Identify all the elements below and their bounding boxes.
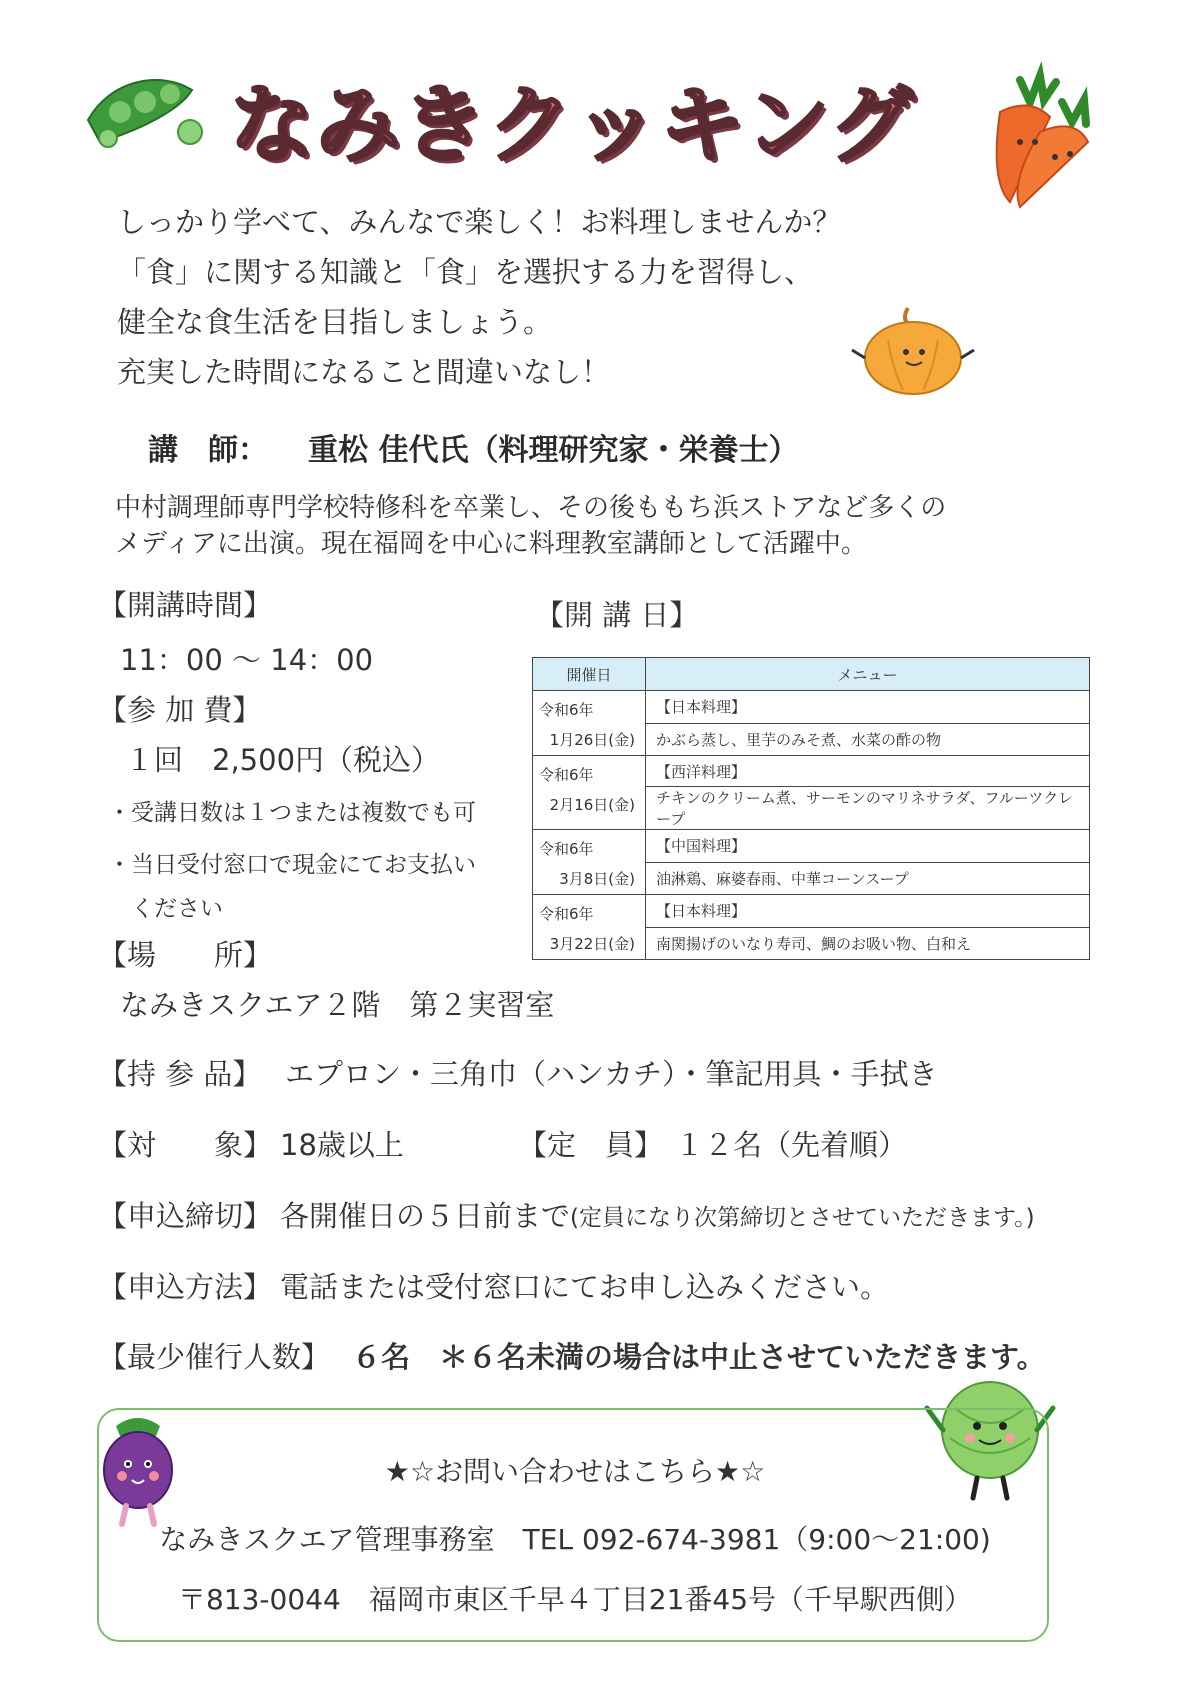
schedule-date: 2月16日(金) (549, 796, 635, 814)
capacity-value: １２名（先着順） (675, 1128, 908, 1162)
lecturer-name: 重松 佳代氏（料理研究家・栄養士） (308, 433, 799, 468)
edamame-icon (80, 50, 210, 150)
schedule-category: 【西洋料理】 (646, 756, 1090, 787)
schedule-date-cell (533, 895, 646, 960)
schedule-menu: チキンのクリーム煮、サーモンのマリネサラダ、フルーツクレープ (646, 787, 1090, 830)
contact-box (97, 1408, 1049, 1642)
table-row (533, 830, 1090, 863)
bring-value: エプロン・三角巾（ハンカチ）・筆記用具・手拭き (285, 1057, 938, 1091)
schedule-table (532, 657, 1090, 960)
fee-label: 【参 加 費】 (98, 693, 262, 727)
contact-office: なみきスクエア管理事務室 TEL 092-674-3981（9:00～21:00) (159, 1523, 991, 1556)
intro-line-1: しっかり学べて、みんなで楽しく！お料理しませんか？ (117, 205, 842, 239)
time-label: 【開講時間】 (98, 588, 273, 622)
table-row (533, 691, 1090, 724)
schedule-year: 令和6年 (539, 701, 594, 719)
onion-icon (848, 300, 978, 400)
contact-heading: ★☆お問い合わせはこちら★☆ (384, 1455, 766, 1488)
schedule-date-cell (533, 830, 646, 895)
fee-value: １回 2,500円（税込） (125, 743, 441, 777)
lecturer-label: 講 師： (148, 433, 268, 468)
intro-line-3: 健全な食生活を目指しましょう。 (117, 305, 553, 339)
target-label: 【対 象】 (98, 1128, 273, 1162)
table-row (533, 895, 1090, 928)
schedule-label: 【開 講 日】 (535, 598, 699, 632)
carrot-icon (980, 62, 1100, 212)
fee-note-2: ・当日受付窓口で現金にてお支払い (108, 852, 476, 878)
intro-line-2: 「食」に関する知識と「食」を選択する力を習得し、 (117, 255, 814, 289)
schedule-header-date: 開催日 (533, 658, 646, 691)
intro-line-4: 充実した時間になること間違いなし！ (117, 355, 611, 389)
bring-label: 【持 参 品】 (98, 1057, 262, 1091)
fee-note-1: ・受講日数は１つまたは複数でも可 (108, 800, 476, 826)
schedule-year: 令和6年 (539, 766, 594, 784)
method-value: 電話または受付窓口にてお申し込みください。 (280, 1270, 890, 1304)
target-value: 18歳以上 (280, 1128, 404, 1162)
schedule-category: 【中国料理】 (646, 830, 1090, 863)
schedule-menu: 南関揚げのいなり寿司、鯛のお吸い物、白和え (646, 927, 1090, 960)
minimum-value: ６名 ＊６名未満の場合は中止させていただきます。 (352, 1340, 1046, 1374)
schedule-year: 令和6年 (539, 905, 594, 923)
deadline-label: 【申込締切】 (98, 1199, 273, 1233)
schedule-date-cell (533, 691, 646, 756)
schedule-category: 【日本料理】 (646, 895, 1090, 928)
schedule-header-menu: メニュー (646, 658, 1090, 691)
fee-note-3: ください (108, 896, 223, 922)
page-title: なみきクッキング (230, 76, 916, 174)
deadline-note: (定員になり次第締切とさせていただきます。) (570, 1205, 1035, 1231)
schedule-year: 令和6年 (539, 840, 594, 858)
time-value: 11：00 ～ 14：00 (120, 643, 374, 677)
contact-address: 〒813-0044 福岡市東区千早４丁目21番45号（千早駅西側） (177, 1583, 973, 1616)
minimum-label: 【最少催行人数】 (98, 1340, 331, 1374)
schedule-date: 3月22日(金) (549, 935, 635, 953)
schedule-menu: 油淋鶏、麻婆春雨、中華コーンスープ (646, 862, 1090, 895)
schedule-date-cell (533, 756, 646, 830)
table-row (533, 756, 1090, 787)
capacity-label: 【定 員】 (518, 1128, 664, 1162)
deadline-value: 各開催日の５日前まで (280, 1199, 571, 1233)
method-label: 【申込方法】 (98, 1270, 273, 1304)
schedule-date: 3月8日(金) (559, 870, 635, 888)
place-value: なみきスクエア２階 第２実習室 (120, 988, 555, 1022)
schedule-menu: かぶら蒸し、里芋のみそ煮、水菜の酢の物 (646, 723, 1090, 756)
schedule-date: 1月26日(金) (549, 731, 635, 749)
schedule-header-row (533, 658, 1090, 691)
lecturer-bio-2: メディアに出演。現在福岡を中心に料理教室講師として活躍中。 (115, 529, 867, 559)
schedule-category: 【日本料理】 (646, 691, 1090, 724)
place-label: 【場 所】 (98, 938, 273, 972)
lecturer-bio-1: 中村調理師専門学校特修科を卒業し、その後ももち浜ストアなど多くの (115, 493, 947, 523)
